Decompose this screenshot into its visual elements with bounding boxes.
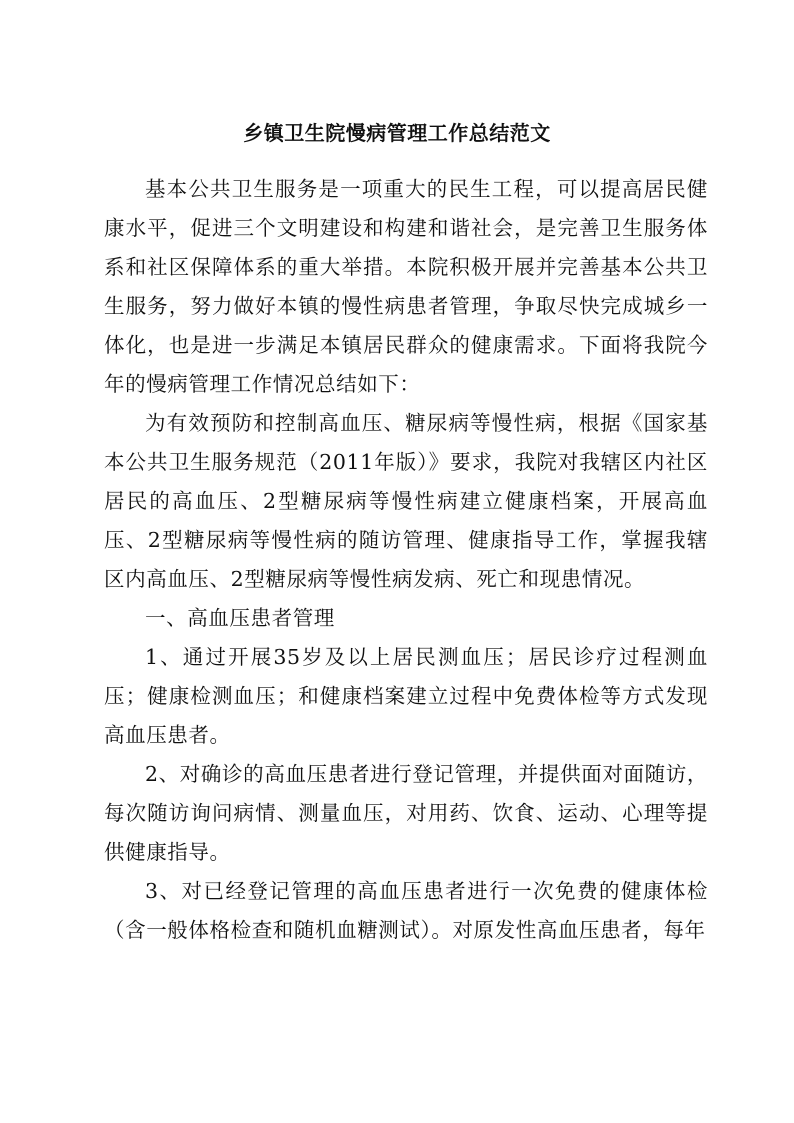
paragraph-item-1: 1、通过开展35岁及以上居民测血压；居民诊疗过程测血压；健康检测血压；和健康档案建立过程中免费体检等方式发现高血压患者。 [104,645,708,747]
paragraph-intro: 基本公共卫生服务是一项重大的民生工程，可以提高居民健康水平，促进三个文明建设和构建和谐社会，是完善卫生服务体系和社区保障体系的重大举措。本院积极开展并完善基本公共卫生服务，努力做好本镇的慢性病患者管理，争取尽快完成城乡一体化，也是进一步满足本镇居民群众的健康需求。下面将我院今年的慢病管理工作情况总结如下： [104,177,708,396]
section-heading-hypertension: 一、高血压患者管理 [145,606,335,630]
document-title: 乡镇卫生院慢病管理工作总结范文 [243,121,551,145]
paragraph-item-3: 3、对已经登记管理的高血压患者进行一次免费的健康体检（含一般体格检查和随机血糖测试）。对原发性高血压患者，每年 [104,879,708,942]
paragraph-item-2: 2、对确诊的高血压患者进行登记管理，并提供面对面随访，每次随访询问病情、测量血压，对用药、饮食、运动、心理等提供健康指导。 [104,762,708,864]
document-body [104,170,708,950]
paragraph-basis: 为有效预防和控制高血压、糖尿病等慢性病，根据《国家基本公共卫生服务规范（2011年版）》要求，我院对我辖区内社区居民的高血压、2型糖尿病等慢性病建立健康档案，开展高血压、2型糖尿病等慢性病的随访管理、健康指导工作，掌握我辖区内高血压、2型糖尿病等慢性病发病、死亡和现患情况。 [104,411,708,591]
